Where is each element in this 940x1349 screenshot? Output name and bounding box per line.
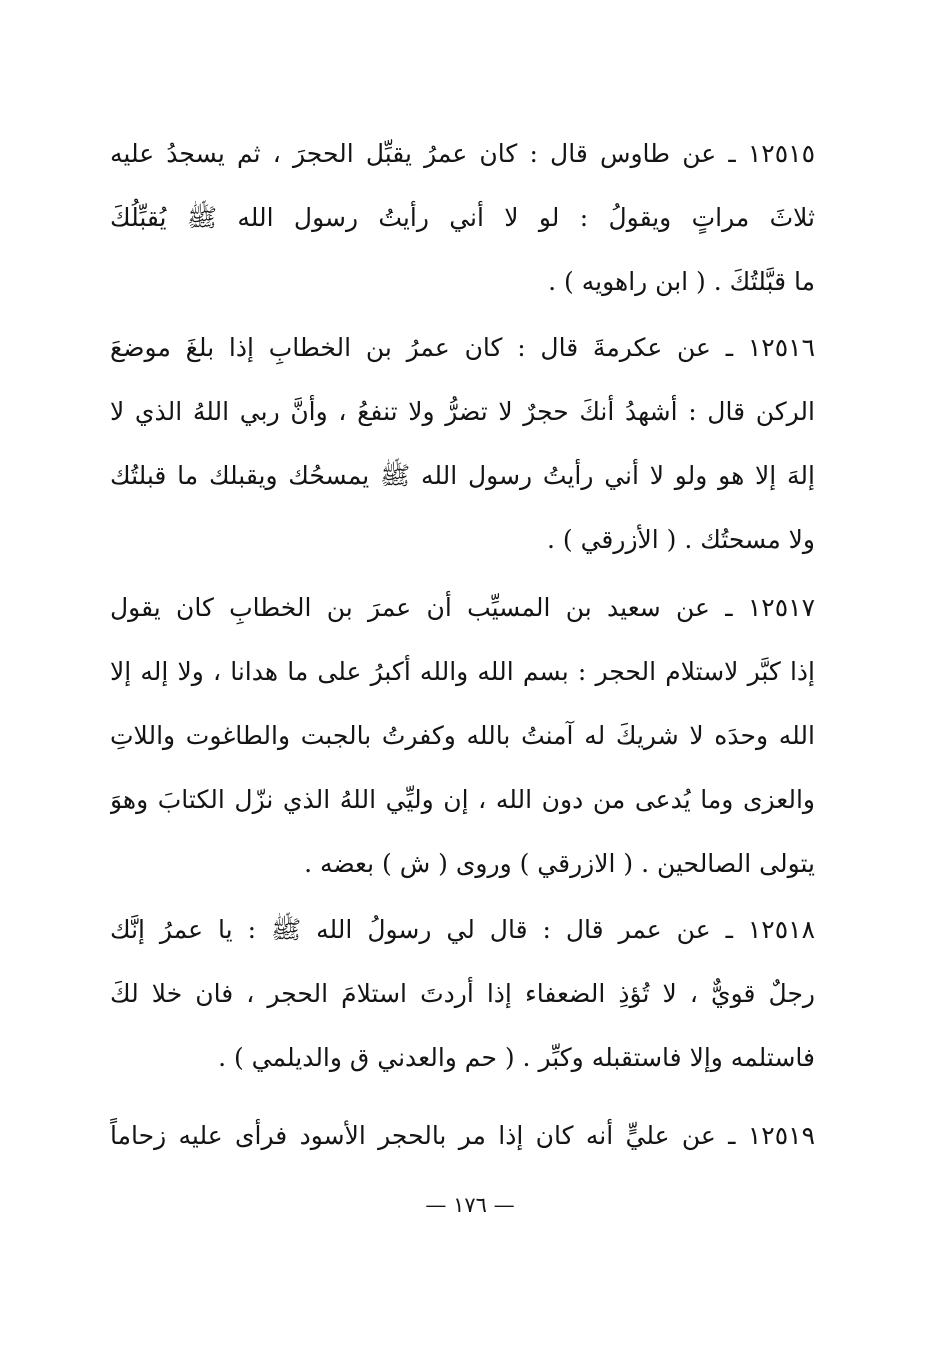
text-line: إلهَ إلا هو ولو لا أني رأيتُ رسول الله ﷺ يمسحُك ويقبلك ما قبلتُك: [110, 461, 815, 490]
text-line: ١٢٥١٩ ـ عن عليٍّ أنه كان إذا مر بالحجر الأسود فرأى عليه زحاماً: [110, 1121, 815, 1150]
text-line: إذا كبَّر لاستلام الحجر : بسم الله والله أكبرُ على ما هدانا ، ولا إله إلا: [110, 657, 815, 686]
hadith-12519: [110, 1104, 815, 1168]
text-line: يتولى الصالحين . ( الازرقي ) وروى ( ش ) بعضه .: [304, 849, 815, 878]
text-line: ١٢٥١٧ ـ عن سعيد بن المسيِّب أن عمرَ بن الخطابِ كان يقول: [110, 593, 815, 622]
text-line: ١٢٥١٥ ـ عن طاوس قال : كان عمرُ يقبِّل الحجرَ ، ثم يسجدُ عليه: [110, 139, 815, 168]
text-line: ولا مسحتُك . ( الأزرقي ) .: [547, 525, 815, 554]
text-line: الركن قال : أشهدُ أنكَ حجرٌ لا تضرُّ ولا تنفعُ ، وأنَّ ربي اللهُ الذي لا: [110, 397, 815, 426]
hadith-12517: [110, 576, 815, 896]
text-line: رجلٌ قويٌّ ، لا تُؤذِ الضعفاء إذا أردتَ استلامَ الحجر ، فان خلا لكَ: [110, 979, 815, 1008]
text-line: ما قبَّلتُكَ . ( ابن راهويه ) .: [548, 267, 815, 296]
hadith-12515: [110, 122, 815, 314]
hadith-12516: [110, 316, 815, 572]
text-line: ١٢٥١٨ ـ عن عمر قال : قال لي رسولُ الله ﷺ : يا عمرُ إنَّك: [110, 915, 815, 944]
hadith-12518: [110, 898, 815, 1090]
text-line: ثلاثَ مراتٍ ويقولُ : لو لا أني رأيتُ رسول الله ﷺ يُقبِّلُكَ: [110, 203, 815, 232]
text-line: ١٢٥١٦ ـ عن عكرمةَ قال : كان عمرُ بن الخطابِ إذا بلغَ موضعَ: [110, 333, 815, 362]
text-line: فاستلمه وإلا فاستقبله وكبِّر . ( حم والعدني ق والديلمي ) .: [218, 1043, 815, 1072]
text-line: والعزى وما يُدعى من دون الله ، إن وليِّي اللهُ الذي نزّل الكتابَ وهوَ: [110, 785, 815, 814]
page-number: — ١٧٦ —: [425, 1193, 515, 1217]
text-line: الله وحدَه لا شريكَ له آمنتُ بالله وكفرتُ بالجبت والطاغوت واللاتِ: [110, 721, 815, 750]
